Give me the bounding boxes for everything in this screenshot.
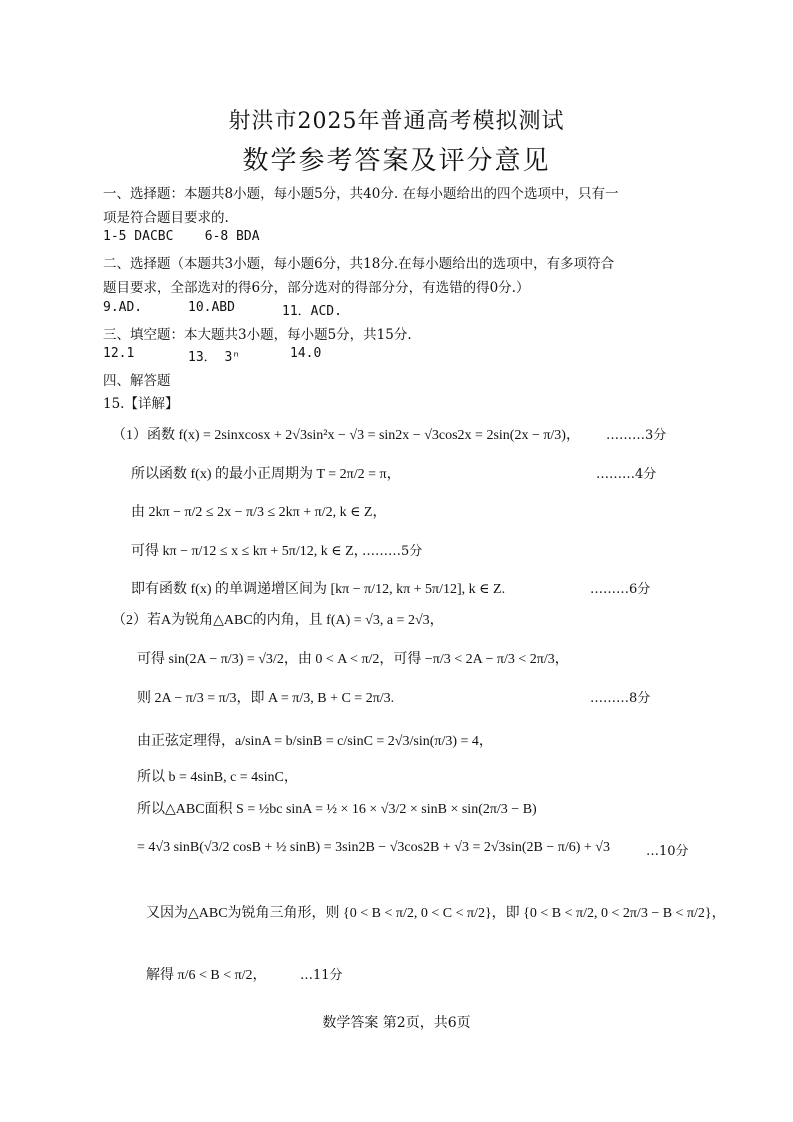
score-3: ………3分 — [606, 428, 667, 443]
solution-line-12: = 4√3 sinB(√3/2 cosB + ½ sinB) = 3sin2B − √3cos2B + √3 = 2√3sin(2B − π/6) + √3 — [137, 840, 610, 855]
section1-desc-line2: 项是符合题目要求的. — [103, 210, 229, 226]
solution-line-4: 可得 kπ − π/12 ≤ x ≤ kπ + 5π/12, k ∈ Z， — [131, 544, 368, 559]
score-5: ………5分 — [362, 544, 423, 559]
page-footer: 数学答案 第2页，共6页 — [322, 1015, 471, 1031]
solution-line-8: 则 2A − π/3 = π/3，即 A = π/3, B + C = 2π/3. — [137, 691, 395, 706]
score-6: ………6分 — [590, 582, 651, 597]
section1-answers: 1-5 DACBC 6-8 BDA — [103, 229, 260, 244]
section2-desc-line2: 题目要求，全部选对的得6分，部分选对的得部分分，有选错的得0分.） — [103, 280, 530, 296]
answer-11: 11．ACD. — [282, 304, 342, 319]
score-4: ………4分 — [596, 467, 657, 482]
page-title: 射洪市2025年普通高考模拟测试 — [228, 109, 565, 134]
section4-desc: 四、解答题 — [103, 373, 171, 389]
score-11: …11分 — [300, 968, 343, 983]
answer-12: 12.1 — [103, 346, 135, 361]
answer-9: 9.AD. — [103, 300, 143, 315]
solution-line-3: 由 2kπ − π/2 ≤ 2x − π/3 ≤ 2kπ + π/2, k ∈ Z， — [131, 505, 387, 520]
solution-line-5: 即有函数 f(x) 的单调递增区间为 [kπ − π/12, kπ + 5π/12], k ∈ Z. — [131, 582, 506, 597]
answer-10: 10.ABD — [188, 300, 235, 315]
solution-line-13: 又因为△ABC为锐角三角形，则 {0 < B < π/2, 0 < C < π/2}，即 {0 < B < π/2, 0 < 2π/3 − B < π/2}， — [146, 906, 726, 921]
section2-desc-line1: 二、选择题（本题共3小题，每小题6分，共18分.在每小题给出的选项中，有多项符合 — [103, 256, 615, 272]
solution-line-2: 所以函数 f(x) 的最小正周期为 T = 2π/2 = π， — [131, 467, 401, 482]
solution-line-14: 解得 π/6 < B < π/2， — [146, 968, 267, 983]
solution-line-10: 所以 b = 4sinB, c = 4sinC， — [137, 770, 298, 785]
section3-desc: 三、填空题：本大题共3小题，每小题5分，共15分. — [103, 327, 412, 343]
question-15-label: 15.【详解】 — [103, 396, 179, 412]
solution-line-1: （1）函数 f(x) = 2sinxcosx + 2√3sin²x − √3 = sin2x − √3cos2x = 2sin(2x − π/3)， — [112, 428, 580, 443]
score-10: …10分 — [646, 844, 689, 859]
solution-line-7: 可得 sin(2A − π/3) = √3/2，由 0 < A < π/2，可得 −π/3 < 2A − π/3 < 2π/3， — [137, 652, 569, 667]
answer-14: 14.0 — [290, 346, 322, 361]
solution-line-11: 所以△ABC面积 S = ½bc sinA = ½ × 16 × √3/2 × sinB × sin(2π/3 − B) — [137, 802, 537, 817]
solution-line-6: （2）若A为锐角△ABC的内角，且 f(A) = √3, a = 2√3， — [112, 613, 444, 628]
page-subtitle: 数学参考答案及评分意见 — [242, 146, 551, 176]
section1-desc-line1: 一、选择题：本题共8小题，每小题5分，共40分. 在每小题给出的四个选项中，只有一 — [103, 186, 619, 202]
score-8: ………8分 — [590, 691, 651, 706]
answer-13: 13． 3ⁿ — [188, 350, 241, 365]
solution-line-9: 由正弦定理得，a/sinA = b/sinB = c/sinC = 2√3/sin(π/3) = 4， — [137, 734, 493, 749]
